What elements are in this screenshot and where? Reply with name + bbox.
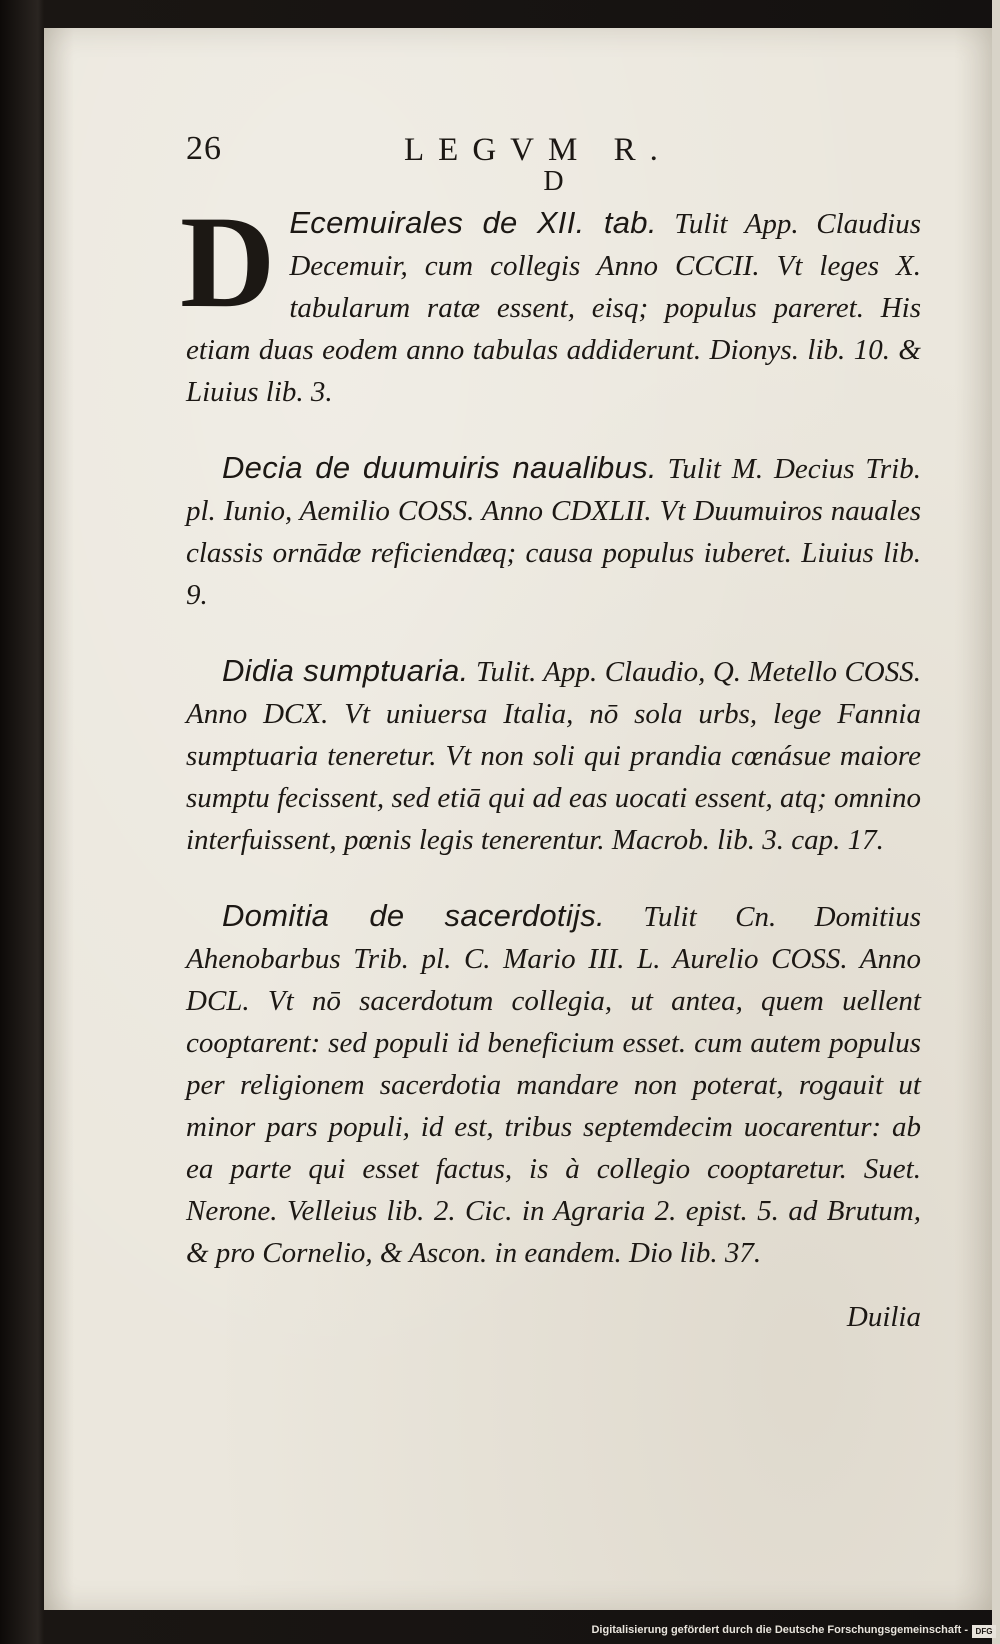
law-text: Tulit. App. Claudio, Q. Metello COSS. Anno DCX. Vt uniuersa Italia, nō sola urbs, lege Fannia sumptuaria teneretur. Vt non soli qui prandia cœnásue maiore sumptu fecissent, sed etiā qui ad eas uocati essent, atq; omnino interfuissent, pœnis legis tenerentur. Macrob. lib. 3. cap. 17.	[186, 656, 921, 856]
law-title: Didia sumptuaria.	[222, 653, 469, 688]
page-text	[180, 130, 922, 1333]
law-entry	[186, 447, 921, 616]
running-head: LEGVM R.	[404, 132, 672, 168]
dfg-logo: DFG	[972, 1625, 996, 1638]
law-title: Decia de duumuiris naualibus.	[222, 450, 657, 485]
page-number: 26	[186, 130, 222, 167]
law-title: Domitia de sacerdotijs.	[222, 898, 605, 933]
law-entry	[186, 650, 921, 861]
law-text: Tulit App. Claudius Decemuir, cum collegis Anno CCCII. Vt leges X. tabularum ratæ essent, eisq; populus pareret. His etiam duas eodem anno tabulas addiderunt. Dionys. lib. 10. & Liuius lib. 3.	[186, 208, 921, 408]
law-title: Ecemuirales de XII. tab.	[289, 205, 657, 240]
catchword: Duilia	[846, 1301, 921, 1333]
digitization-credit: Digitalisierung gefördert durch die Deutsche Forschungsgemeinschaft -	[591, 1624, 968, 1636]
law-entry	[180, 188, 921, 413]
law-entry	[186, 895, 922, 1333]
law-text: Tulit M. Decius Trib. pl. Iunio, Aemilio COSS. Anno CDXLII. Vt Duumuiros nauales classis ornādæ reficiendæq; causa populus iuberet. Liuius lib. 9.	[186, 453, 921, 611]
drop-capital: D	[180, 188, 276, 335]
section-letter: D	[543, 166, 564, 197]
law-text: Tulit Cn. Domitius Ahenobarbus Trib. pl. C. Mario III. L. Aurelio COSS. Anno DCL. Vt nō sacerdotum collegia, ut antea, quem uellent cooptarent: sed populi id beneficium esset. cum autem populus per religionem sacerdotia mandare non poterat, rogauit ut minor pars populi, id est, tribus septemdecim uocarentur: ab ea parte qui esset factus, is à collegio cooptaretur. Suet. Nerone. Velleius lib. 2. Cic. in Agraria 2. epist. 5. ad Brutum, & pro Cornelio, & Ascon. in eandem. Dio lib. 37.	[186, 901, 922, 1269]
page-header	[186, 130, 921, 174]
page-edge	[992, 0, 1000, 1644]
